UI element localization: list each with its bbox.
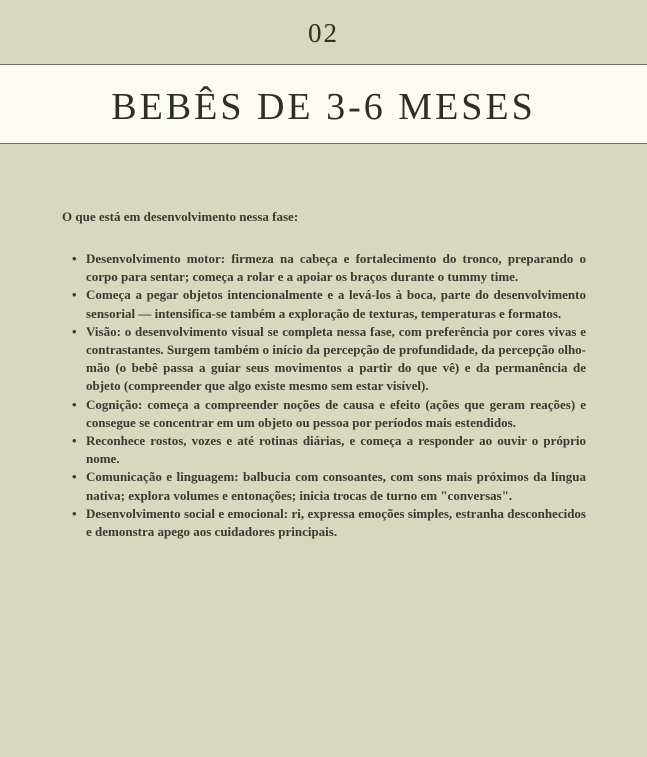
- bullet-icon: •: [72, 323, 77, 339]
- list-item: [62, 468, 586, 504]
- list-item-text: Começa a pegar objetos intencionalmente e a levá-los à boca, parte do desenvolvimento sensorial — intensifica-se também a exploração de texturas, temperaturas e formatos.: [86, 287, 586, 321]
- intro-text: O que está em desenvolvimento nessa fase:: [62, 209, 299, 224]
- bullet-icon: •: [72, 287, 77, 303]
- list-item: [62, 396, 586, 432]
- list-item-text: Reconhece rostos, vozes e até rotinas diárias, e começa a responder ao ouvir o próprio nome.: [86, 433, 586, 467]
- list-item-text: Visão: o desenvolvimento visual se completa nessa fase, com preferência por cores vivas e contrastantes. Surgem também o início da percepção de profundidade, da percepção olho-mão (o bebê passa a guiar seus movimentos a partir do que vê) e da permanência de objeto (compreender que algo existe mesmo sem estar visível).: [86, 323, 586, 394]
- bullet-icon: •: [72, 396, 77, 412]
- list-item-text: Desenvolvimento social e emocional: ri, expressa emoções simples, estranha desconhecidos e demonstra apego aos cuidadores principais.: [86, 505, 586, 540]
- list-item: [62, 250, 586, 286]
- bullet-icon: •: [72, 505, 77, 521]
- list-item: [62, 286, 586, 322]
- bullet-icon: •: [72, 469, 77, 485]
- list-item: [62, 505, 586, 541]
- list-item-text: Desenvolvimento motor: firmeza na cabeça e fortalecimento do tronco, preparando o corpo para sentar; começa a rolar e a apoiar os braços durante o tummy time.: [86, 251, 586, 285]
- page-number: 02: [308, 18, 339, 48]
- content-section: [62, 208, 586, 541]
- list-item-text: Comunicação e linguagem: balbucia com consoantes, com sons mais próximos da língua nativa; explora volumes e entonações; inicia trocas de turno em "conversas".: [86, 469, 586, 503]
- title-band: [0, 64, 647, 144]
- list-item: [62, 432, 586, 468]
- page-title: BEBÊS DE 3-6 MESES: [111, 86, 536, 128]
- list-item-text: Cognição: começa a compreender noções de causa e efeito (ações que geram reações) e consegue se concentrar em um objeto ou pessoa por períodos mais estendidos.: [86, 396, 586, 430]
- bullet-icon: •: [72, 433, 77, 449]
- list-item: [62, 323, 586, 396]
- bullet-icon: •: [72, 251, 77, 266]
- development-list: [62, 250, 586, 541]
